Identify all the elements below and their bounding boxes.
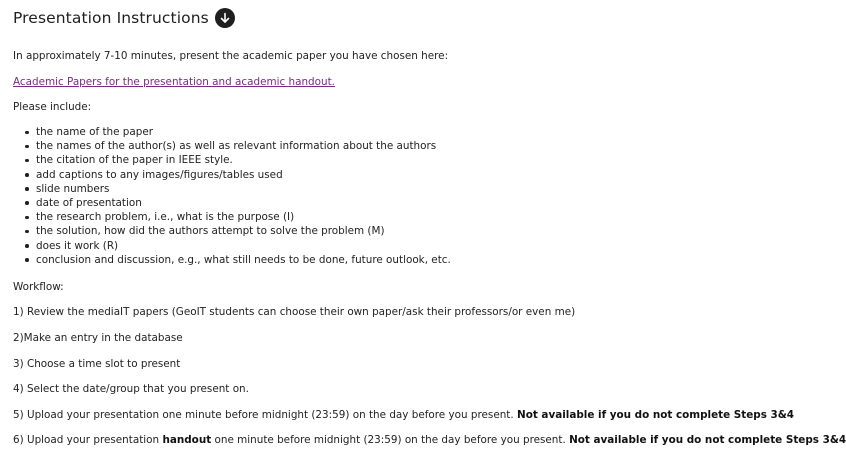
include-list-item — [13, 139, 451, 153]
include-list-item — [13, 224, 451, 238]
include-label: Please include: — [13, 101, 92, 113]
include-list-item — [13, 196, 451, 210]
include-item-text: add captions to any images/figures/tables used — [36, 168, 283, 181]
include-item-text: the citation of the paper in IEEE style. — [36, 154, 233, 167]
step-6-warning: Not available if you do not complete Steps 3&4 — [569, 434, 846, 446]
papers-link-line — [13, 75, 335, 89]
include-list-item — [13, 210, 451, 224]
include-item-text: conclusion and discussion, e.g., what still needs to be done, future outlook, etc. — [36, 253, 451, 266]
bullet-icon — [25, 187, 29, 191]
include-item-text: slide numbers — [36, 182, 110, 195]
bullet-icon — [25, 216, 29, 220]
workflow-label: Workflow: — [13, 281, 64, 293]
include-list-item — [13, 182, 451, 196]
workflow-step-5 — [13, 408, 794, 422]
include-list-item — [13, 239, 451, 253]
include-list-item — [13, 125, 451, 139]
workflow-step-4: 4) Select the date/group that you present on. — [13, 383, 249, 395]
workflow-step-3: 3) Choose a time slot to present — [13, 358, 181, 370]
include-item-text: the name of the paper — [36, 126, 154, 138]
include-item-text: the names of the author(s) as well as relevant information about the authors — [36, 140, 437, 153]
bullet-icon — [25, 244, 29, 248]
bullet-icon — [25, 230, 29, 234]
bullet-icon — [25, 145, 29, 149]
step-6-text-start: 6) Upload your presentation — [13, 434, 160, 446]
workflow-step-2: 2)Make an entry in the database — [13, 332, 183, 344]
bullet-icon — [25, 131, 29, 135]
workflow-step-6 — [13, 433, 846, 447]
section-header — [13, 7, 235, 29]
include-list — [13, 125, 451, 267]
step-5-text: 5) Upload your presentation one minute before midnight (23:59) on the day before you present. — [13, 409, 514, 421]
step-6-handout: handout — [162, 434, 212, 446]
arrow-down-circle-icon[interactable] — [215, 8, 235, 28]
include-list-item — [13, 253, 451, 267]
include-list-item — [13, 168, 451, 182]
include-item-text: the research problem, i.e., what is the purpose (I) — [36, 211, 295, 224]
academic-papers-link[interactable]: Academic Papers for the presentation and academic handout. — [13, 76, 335, 88]
bullet-icon — [25, 159, 29, 163]
bullet-icon — [25, 201, 29, 205]
include-item-text: date of presentation — [36, 196, 142, 209]
workflow-step-1: 1) Review the mediaIT papers (GeoIT students can choose their own paper/ask their professors/or even me) — [13, 306, 576, 318]
bullet-icon — [25, 173, 29, 177]
include-list-item — [13, 153, 451, 167]
intro-text: In approximately 7-10 minutes, present the academic paper you have chosen here: — [13, 50, 449, 62]
include-item-text: the solution, how did the authors attempt to solve the problem (M) — [36, 225, 385, 238]
section-title: Presentation Instructions — [13, 9, 209, 27]
step-5-warning: Not available if you do not complete Steps 3&4 — [517, 409, 795, 421]
bullet-icon — [25, 258, 29, 262]
step-6-text-end: one minute before midnight (23:59) on the day before you present. — [214, 434, 566, 446]
include-item-text: does it work (R) — [36, 239, 119, 252]
